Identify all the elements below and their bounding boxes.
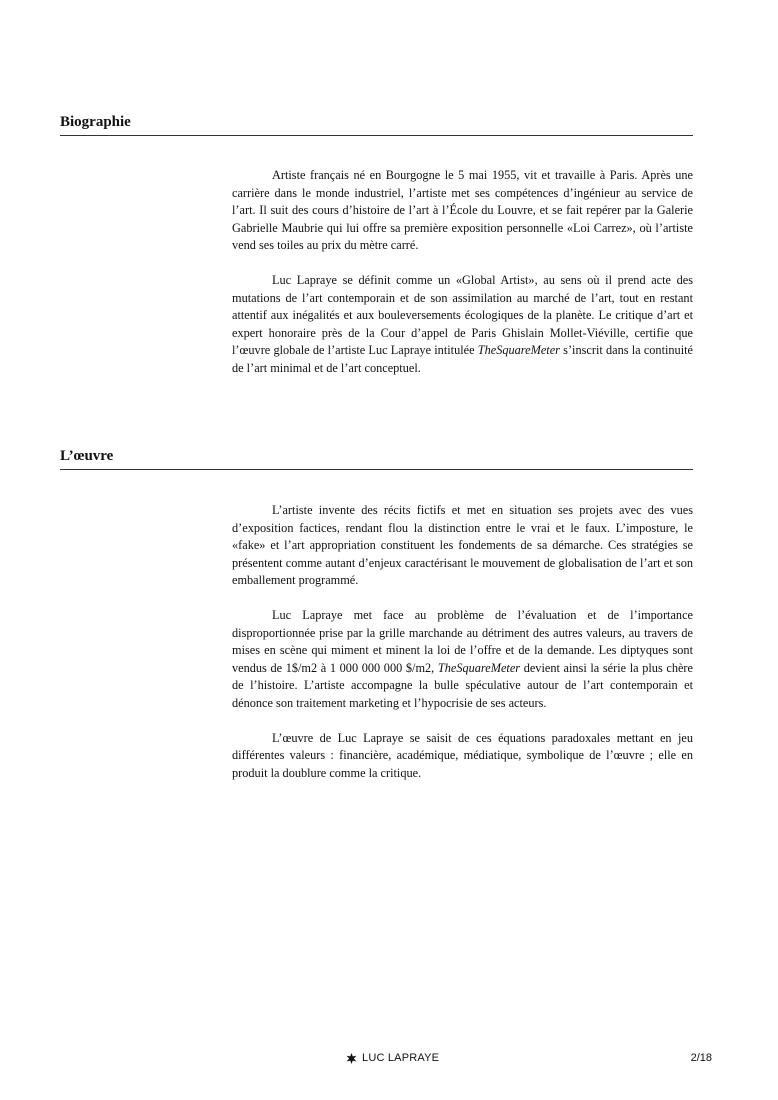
footer-brand bbox=[346, 1052, 439, 1064]
section-title-biographie: Biographie bbox=[60, 114, 131, 130]
body-paragraph: L’œuvre de Luc Lapraye se saisit de ces équations paradoxales mettant en jeu différentes valeurs : financière, académique, médiatique, symbolique de l’œuvre ; elle en produit la doublure comme la critique. bbox=[232, 730, 693, 780]
section-title-oeuvre: L’œuvre bbox=[60, 448, 114, 464]
body-paragraph: Luc Lapraye met face au problème de l’évaluation et de l’importance disproportionnée prise par la grille marchande au détriment des autres valeurs, au travers de mises en scène qui miment et minent la loi de l’offre et de la demande. Les diptyques sont vendus de 1$/m2 à 1 000 000 000 $/m2, TheSquareMeter devient ainsi la série la plus chère de l’histoire. L’artiste accompagne la bulle spéculative autour de l’art contemporain et dénonce son traitement marketing et l’hypocrisie de ses acteurs. bbox=[232, 607, 693, 710]
page-number: 2/18 bbox=[690, 1052, 712, 1064]
body-paragraph: L’artiste invente des récits fictifs et met en situation ses projets avec des vues d’exposition factices, rendant flou la distinction entre le vrai et le faux. L’imposture, le «fake» et l’art appropriation constituent les fondements de sa démarche. Ces stratégies se présentent comme autant d’enjeux caractérisant le mouvement de globalisation de l’art et son emballement programmé. bbox=[232, 503, 693, 588]
body-paragraph: Artiste français né en Bourgogne le 5 mai 1955, vit et travaille à Paris. Après une carrière dans le monde industriel, l’artiste met ses compétences d’ingénieur au service de l’art. Il suit des cours d’histoire de l’art à l’École du Louvre, et se fait repérer par la Galerie Gabrielle Maubrie qui lui offre sa première exposition personnelle «Loi Carrez», où l’artiste vend ses toiles au prix du mètre carré. bbox=[232, 168, 693, 253]
section-divider bbox=[60, 469, 693, 470]
artwork-title: TheSquareMeter bbox=[437, 660, 521, 675]
section-divider bbox=[60, 135, 693, 136]
artwork-title: TheSquareMeter bbox=[477, 343, 560, 358]
body-paragraph: Luc Lapraye se définit comme un «Global Artist», au sens où il prend acte des mutations de l’art contemporain et de son assimilation au marché de l’art, tout en restant attentif aux inégalités et aux bouleversements écologiques de la planète. Le critique d’art et expert honoraire près de la Cour d’appel de Paris Ghislain Mollet-Viéville, certifie que l’œuvre globale de l’artiste Luc Lapraye intitulée TheSquareMeter s’inscrit dans la continuité de l’art minimal et de l’art conceptuel. bbox=[232, 272, 693, 375]
splat-star-icon bbox=[346, 1053, 357, 1064]
footer-brand-name: LUC LAPRAYE bbox=[362, 1052, 440, 1064]
biographie-body bbox=[232, 167, 693, 395]
oeuvre-body bbox=[232, 502, 693, 799]
